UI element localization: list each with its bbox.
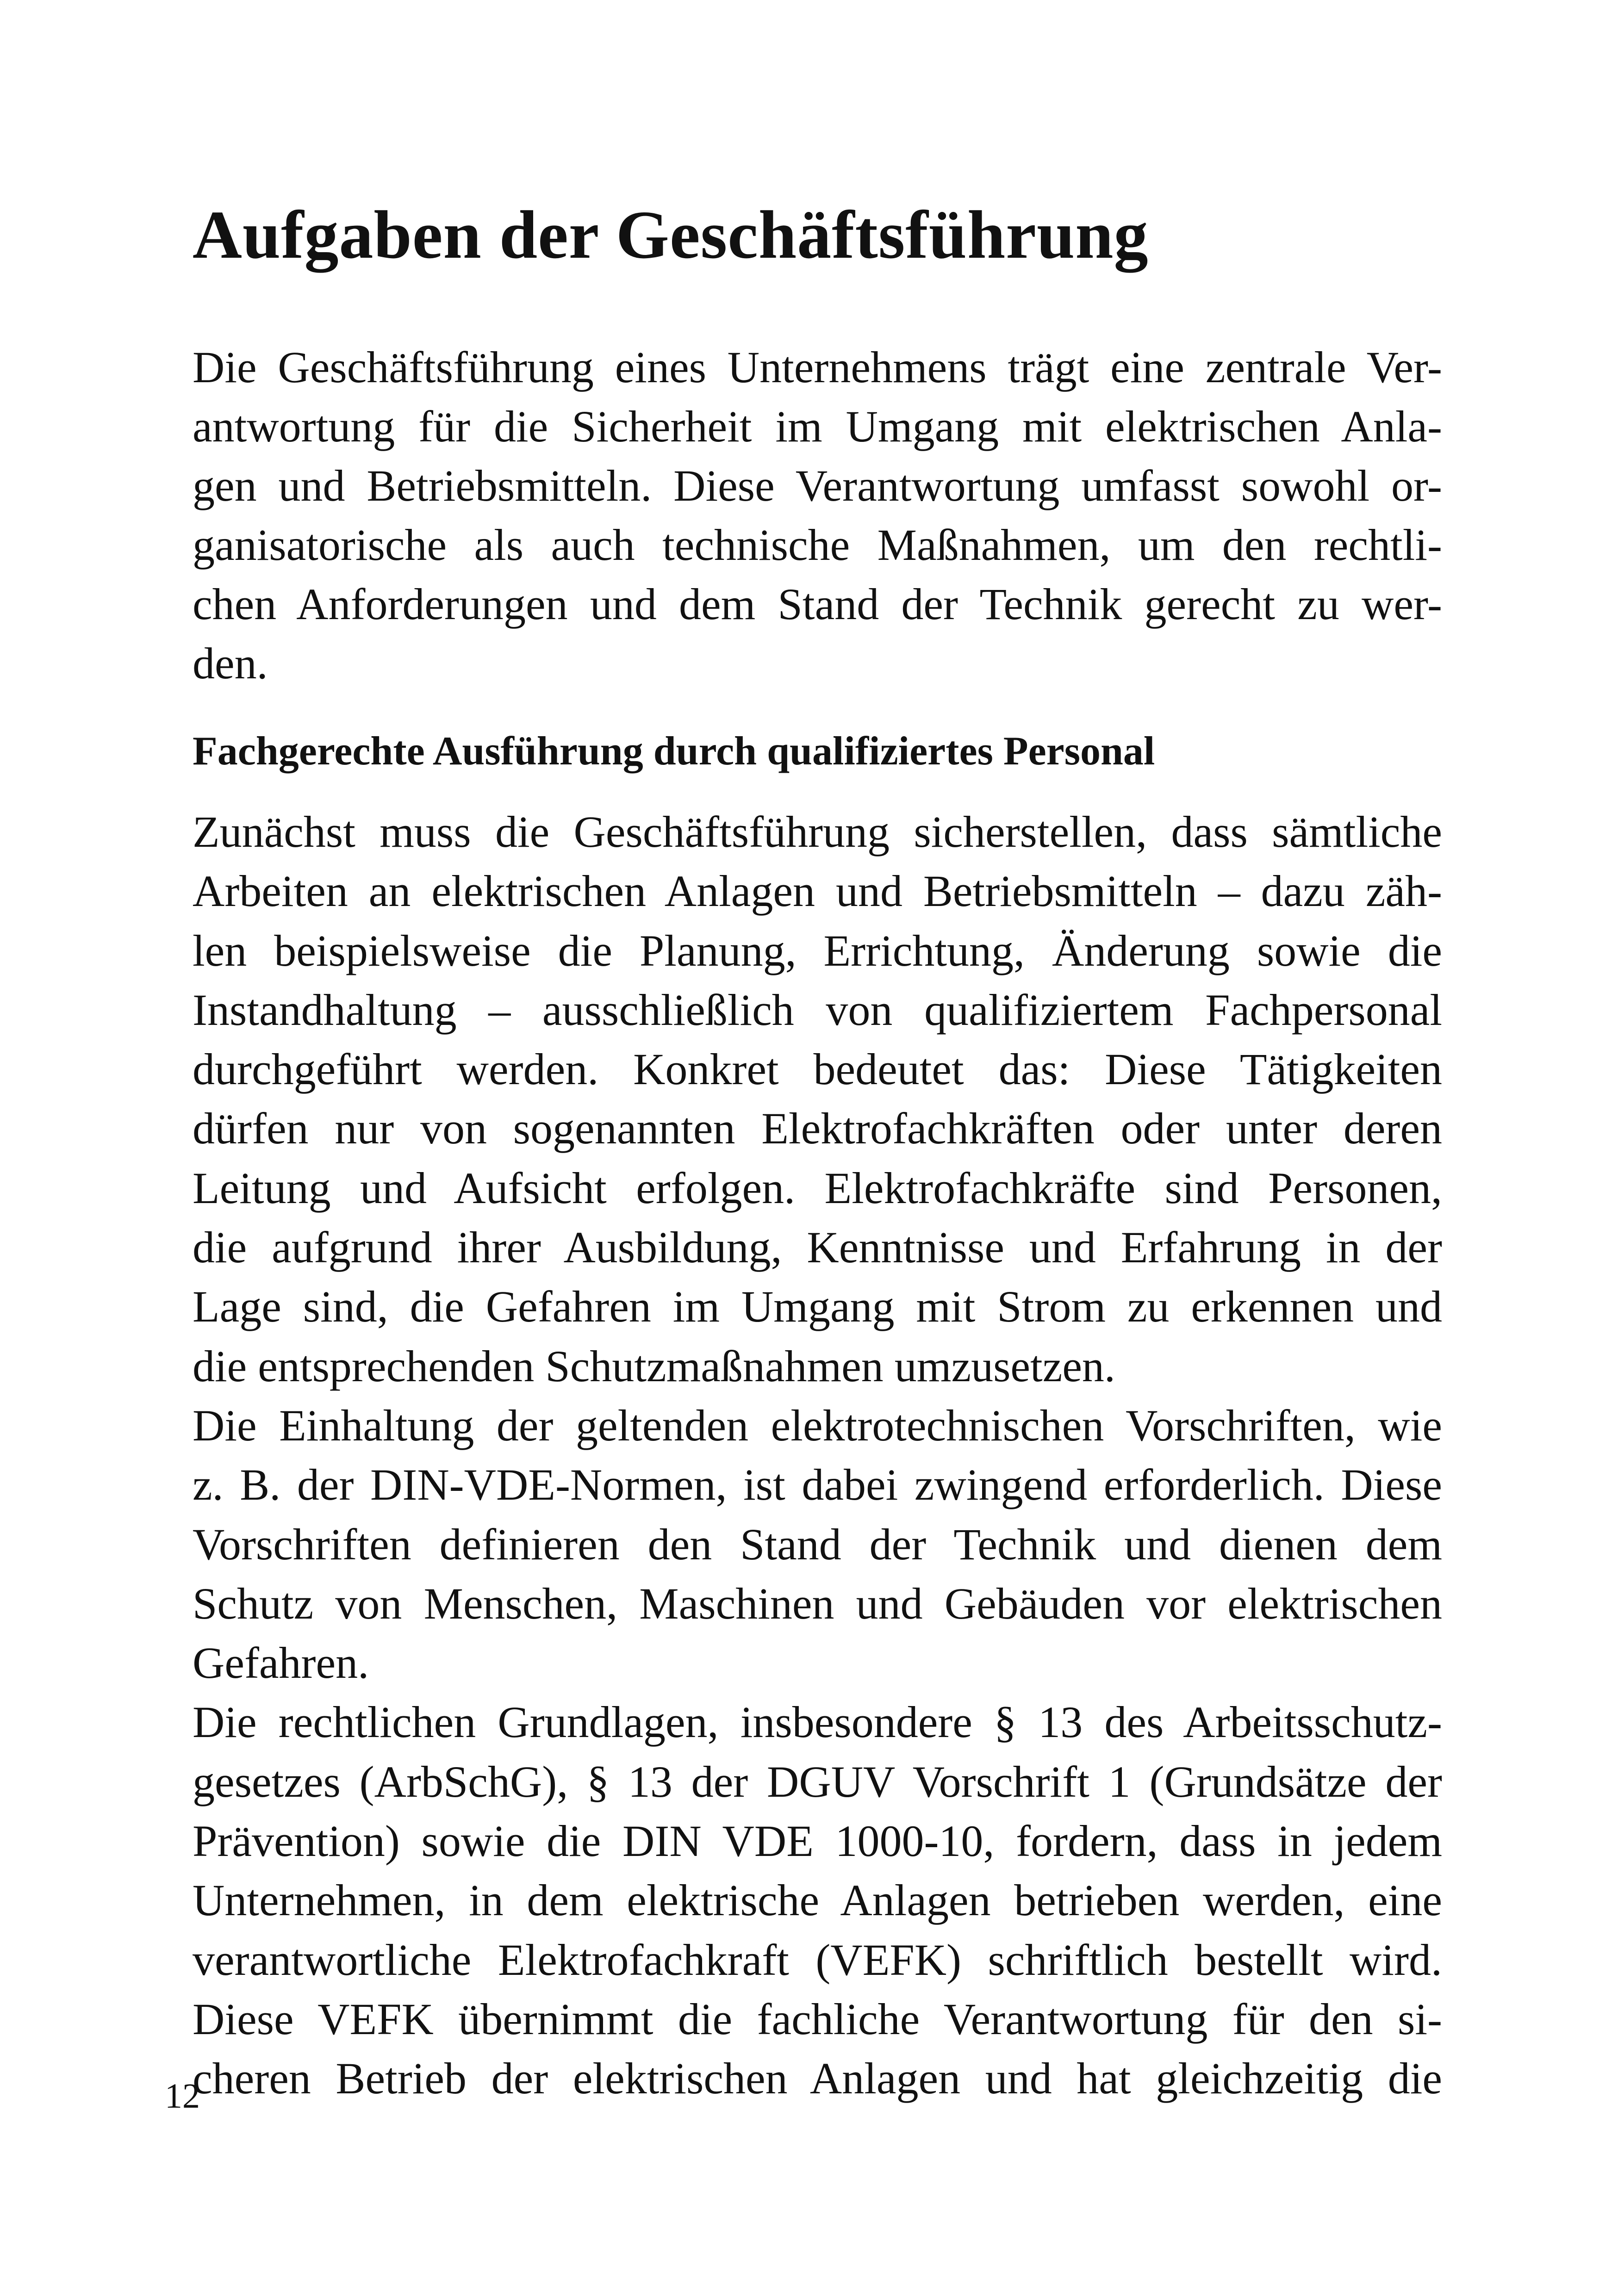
text-line: Prävention) sowie die DIN VDE 1000-10, fordern, dass in jedem xyxy=(193,1816,1442,1866)
text-line: Arbeiten an elektrischen Anlagen und Betriebsmitteln – dazu zäh- xyxy=(193,866,1442,916)
section-heading: Fachgerechte Ausführung durch qualifiziertes Personal xyxy=(193,729,1155,774)
text-line: gesetzes (ArbSchG), § 13 der DGUV Vorschrift 1 (Grundsätze der xyxy=(193,1756,1442,1806)
text-line: die aufgrund ihrer Ausbildung, Kenntnisse und Erfahrung in der xyxy=(193,1222,1442,1272)
text-line: Gefahren. xyxy=(193,1638,369,1688)
text-line: Diese VEFK übernimmt die fachliche Verantwortung für den si- xyxy=(193,1994,1442,2044)
text-line: Vorschriften definieren den Stand der Technik und dienen dem xyxy=(193,1519,1442,1569)
text-line: Lage sind, die Gefahren im Umgang mit Strom zu erkennen und xyxy=(193,1282,1442,1332)
text-line: Die rechtlichen Grundlagen, insbesondere § 13 des Arbeitsschutz- xyxy=(193,1697,1442,1747)
text-line: die entsprechenden Schutzmaßnahmen umzusetzen. xyxy=(193,1341,1115,1391)
text-line: Die Einhaltung der geltenden elektrotechnischen Vorschriften, wie xyxy=(193,1400,1442,1450)
page-number: 12 xyxy=(165,2077,200,2116)
text-line: gen und Betriebsmitteln. Diese Verantwortung umfasst sowohl or- xyxy=(193,461,1442,510)
text-line: cheren Betrieb der elektrischen Anlagen und hat gleichzeitig die xyxy=(193,2054,1442,2104)
text-line: chen Anforderungen und dem Stand der Technik gerecht zu wer- xyxy=(193,579,1442,629)
text-line: antwortung für die Sicherheit im Umgang mit elektrischen Anla- xyxy=(193,402,1442,451)
text-line: Zunächst muss die Geschäftsführung sicherstellen, dass sämtliche xyxy=(193,807,1442,856)
text-line: Leitung und Aufsicht erfolgen. Elektrofachkräfte sind Personen, xyxy=(193,1163,1442,1213)
text-line: ganisatorische als auch technische Maßnahmen, um den rechtli- xyxy=(193,520,1442,570)
text-line: z. B. der DIN-VDE-Normen, ist dabei zwingend erforderlich. Diese xyxy=(193,1460,1442,1510)
text-line: durchgeführt werden. Konkret bedeutet das: Diese Tätigkeiten xyxy=(193,1044,1442,1094)
text-line: Die Geschäftsführung eines Unternehmens trägt eine zentrale Ver- xyxy=(193,342,1442,392)
text-line: Unternehmen, in dem elektrische Anlagen betrieben werden, eine xyxy=(193,1875,1442,1925)
text-line: dürfen nur von sogenannten Elektrofachkräften oder unter deren xyxy=(193,1104,1442,1154)
text-line: den. xyxy=(193,639,268,688)
text-line: Schutz von Menschen, Maschinen und Gebäuden vor elektrischen xyxy=(193,1578,1442,1628)
text-line: len beispielsweise die Planung, Errichtung, Änderung sowie die xyxy=(193,925,1442,975)
chapter-title: Aufgaben der Geschäftsführung xyxy=(193,197,1149,273)
text-line: Instandhaltung – ausschließlich von qualifiziertem Fachpersonal xyxy=(193,985,1442,1035)
text-line: verantwortliche Elektrofachkraft (VEFK) schriftlich bestellt wird. xyxy=(193,1935,1442,1985)
body-paragraphs xyxy=(193,802,1442,2109)
intro-paragraph xyxy=(193,338,1442,693)
